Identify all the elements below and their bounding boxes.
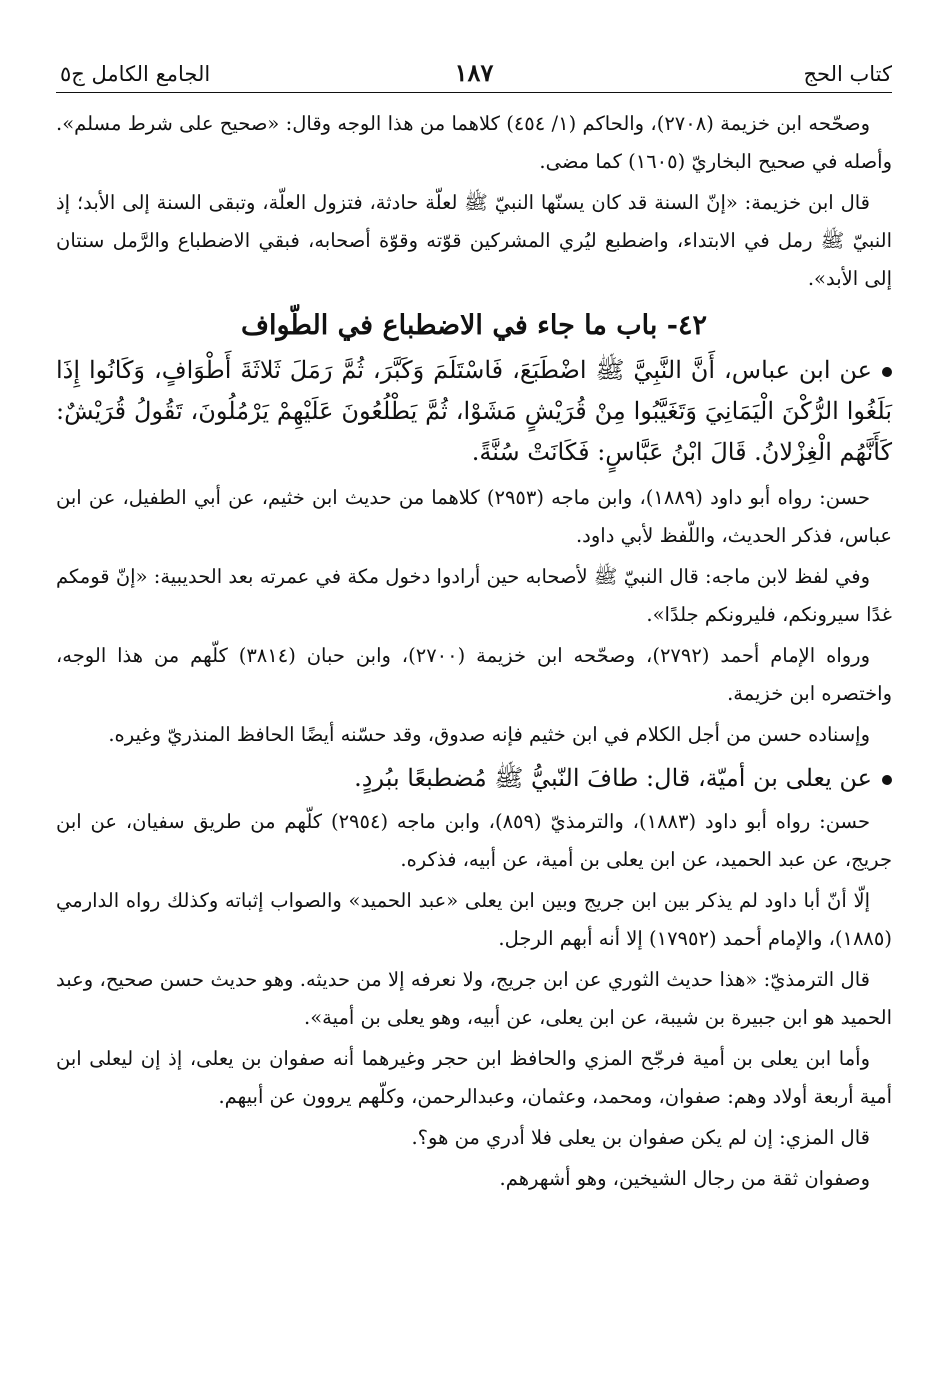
- running-header: [56, 58, 892, 93]
- page-content: [56, 105, 892, 1198]
- paragraph-takhrij-1: وصحّحه ابن خزيمة (٢٧٠٨)، والحاكم (١/ ٤٥٤) كلاهما من هذا الوجه وقال: «صحيح على شرط مسلم». وأصله في صحيح البخاريّ (١٦٠٥) كما مضى.: [56, 112, 892, 173]
- paragraph-ibn-yala-identity: وأما ابن يعلى بن أمية فرجّح المزي والحافظ ابن حجر وغيرهما أنه صفوان بن يعلى، إذ إن ليعلى ابن أمية أربعة أولاد وهم: صفوان، ومحمد، وعثمان، وعبدالرحمن، وكلّهم يروون عن أبيهم.: [56, 1047, 892, 1108]
- bullet-icon: [882, 367, 892, 377]
- hadith-ibn-abbas-text: عن ابن عباس، أَنَّ النَّبِيَّ ﷺ اضْطَبَعَ، فَاسْتَلَمَ وَكَبَّرَ، ثُمَّ رَمَلَ ثَلاثَةَ أَطْوَافٍ، وَكَانُوا إِذَا بَلَغُوا الرُّكْنَ الْيَمَانِيَ وَتَغَيَّبُوا مِنْ قُرَيْشٍ مَشَوْا، ثُمَّ يَطْلُعُونَ عَلَيْهِمْ يَرْمُلُونَ، تَقُولُ قُرَيْشٌ: كَأَنَّهُم الْغِزْلانُ. قَالَ ابْنُ عَبَّاسٍ: فَكَانَتْ سُنَّةً.: [56, 356, 892, 466]
- hadith-yala: [56, 757, 892, 799]
- hadith-ibn-abbas: [56, 350, 892, 473]
- page-number: ١٨٧: [454, 58, 494, 87]
- paragraph-ahmad-narration: ورواه الإمام أحمد (٢٧٩٢)، وصحّحه ابن خزيمة (٢٧٠٠)، وابن حبان (٣٨١٤) كلّهم من هذا الوجه، واختصره ابن خزيمة.: [56, 644, 892, 705]
- paragraph-tirmidhi-quote: قال الترمذيّ: «هذا حديث الثوري عن ابن جريج، ولا نعرفه إلا من حديثه. وهو حديث حسن صحيح، وعبد الحميد هو ابن جبيرة بن شيبة، عن ابن يعلى، عن أبيه، وهو يعلى بن أمية».: [56, 968, 892, 1029]
- paragraph-grading-1: حسن: رواه أبو داود (١٨٨٩)، وابن ماجه (٢٩٥٣) كلاهما من حديث ابن خثيم، عن أبي الطفيل، عن ابن عباس، فذكر الحديث، واللّفظ لأبي داود.: [56, 486, 892, 547]
- bullet-icon: [882, 775, 892, 785]
- paragraph-mizzi-quote: قال المزي: إن لم يكن صفوان بن يعلى فلا أدري من هو؟.: [411, 1126, 870, 1149]
- paragraph-ibn-majah-wording: وفي لفظ لابن ماجه: قال النبيّ ﷺ لأصحابه حين أرادوا دخول مكة في عمرته بعد الحديبية: «إنّ قومكم غدًا سيرونكم، فليرونكم جلدًا».: [56, 565, 892, 626]
- paragraph-isnad-note: وإسناده حسن من أجل الكلام في ابن خثيم فإنه صدوق، وقد حسّنه أيضًا الحافظ المنذريّ وغيره.: [108, 723, 870, 746]
- chapter-title: ٤٢- باب ما جاء في الاضطباع في الطّواف: [240, 310, 708, 341]
- header-book-title: الجامع الكامل ج٥: [60, 62, 211, 86]
- paragraph-grading-2: حسن: رواه أبو داود (١٨٨٣)، والترمذيّ (٨٥٩)، وابن ماجه (٢٩٥٤) كلّهم من طريق سفيان، عن ابن جريج، عن عبد الحميد، عن ابن يعلى بن أمية، عن أبيه، فذكره.: [56, 810, 892, 871]
- paragraph-ibn-khuzaymah-quote: قال ابن خزيمة: «إنّ السنة قد كان يسنّها النبيّ ﷺ لعلّة حادثة، فتزول العلّة، وتبقى السنة إلى الأبد؛ إذ النبيّ ﷺ رمل في الابتداء، واضطبع ليُري المشركين قوّته وقوّة أصحابه، فبقي الاضطباع والرَّمل سنتان إلى الأبد».: [56, 191, 892, 290]
- hadith-yala-text: عن يعلى بن أميّة، قال: طافَ النّبيُّ ﷺ مُضطبعًا ببُردٍ.: [354, 764, 872, 792]
- paragraph-abu-dawud-note: إلّا أنّ أبا داود لم يذكر بين ابن جريج وبين ابن يعلى «عبد الحميد» والصواب إثباته وكذلك رواه الدارمي (١٨٨٥)، والإمام أحمد (١٧٩٥٢) إلا أنه أبهم الرجل.: [56, 889, 892, 950]
- paragraph-safwan-note: وصفوان ثقة من رجال الشيخين، وهو أشهرهم.: [499, 1167, 870, 1190]
- header-book-section: كتاب الحج: [803, 62, 892, 86]
